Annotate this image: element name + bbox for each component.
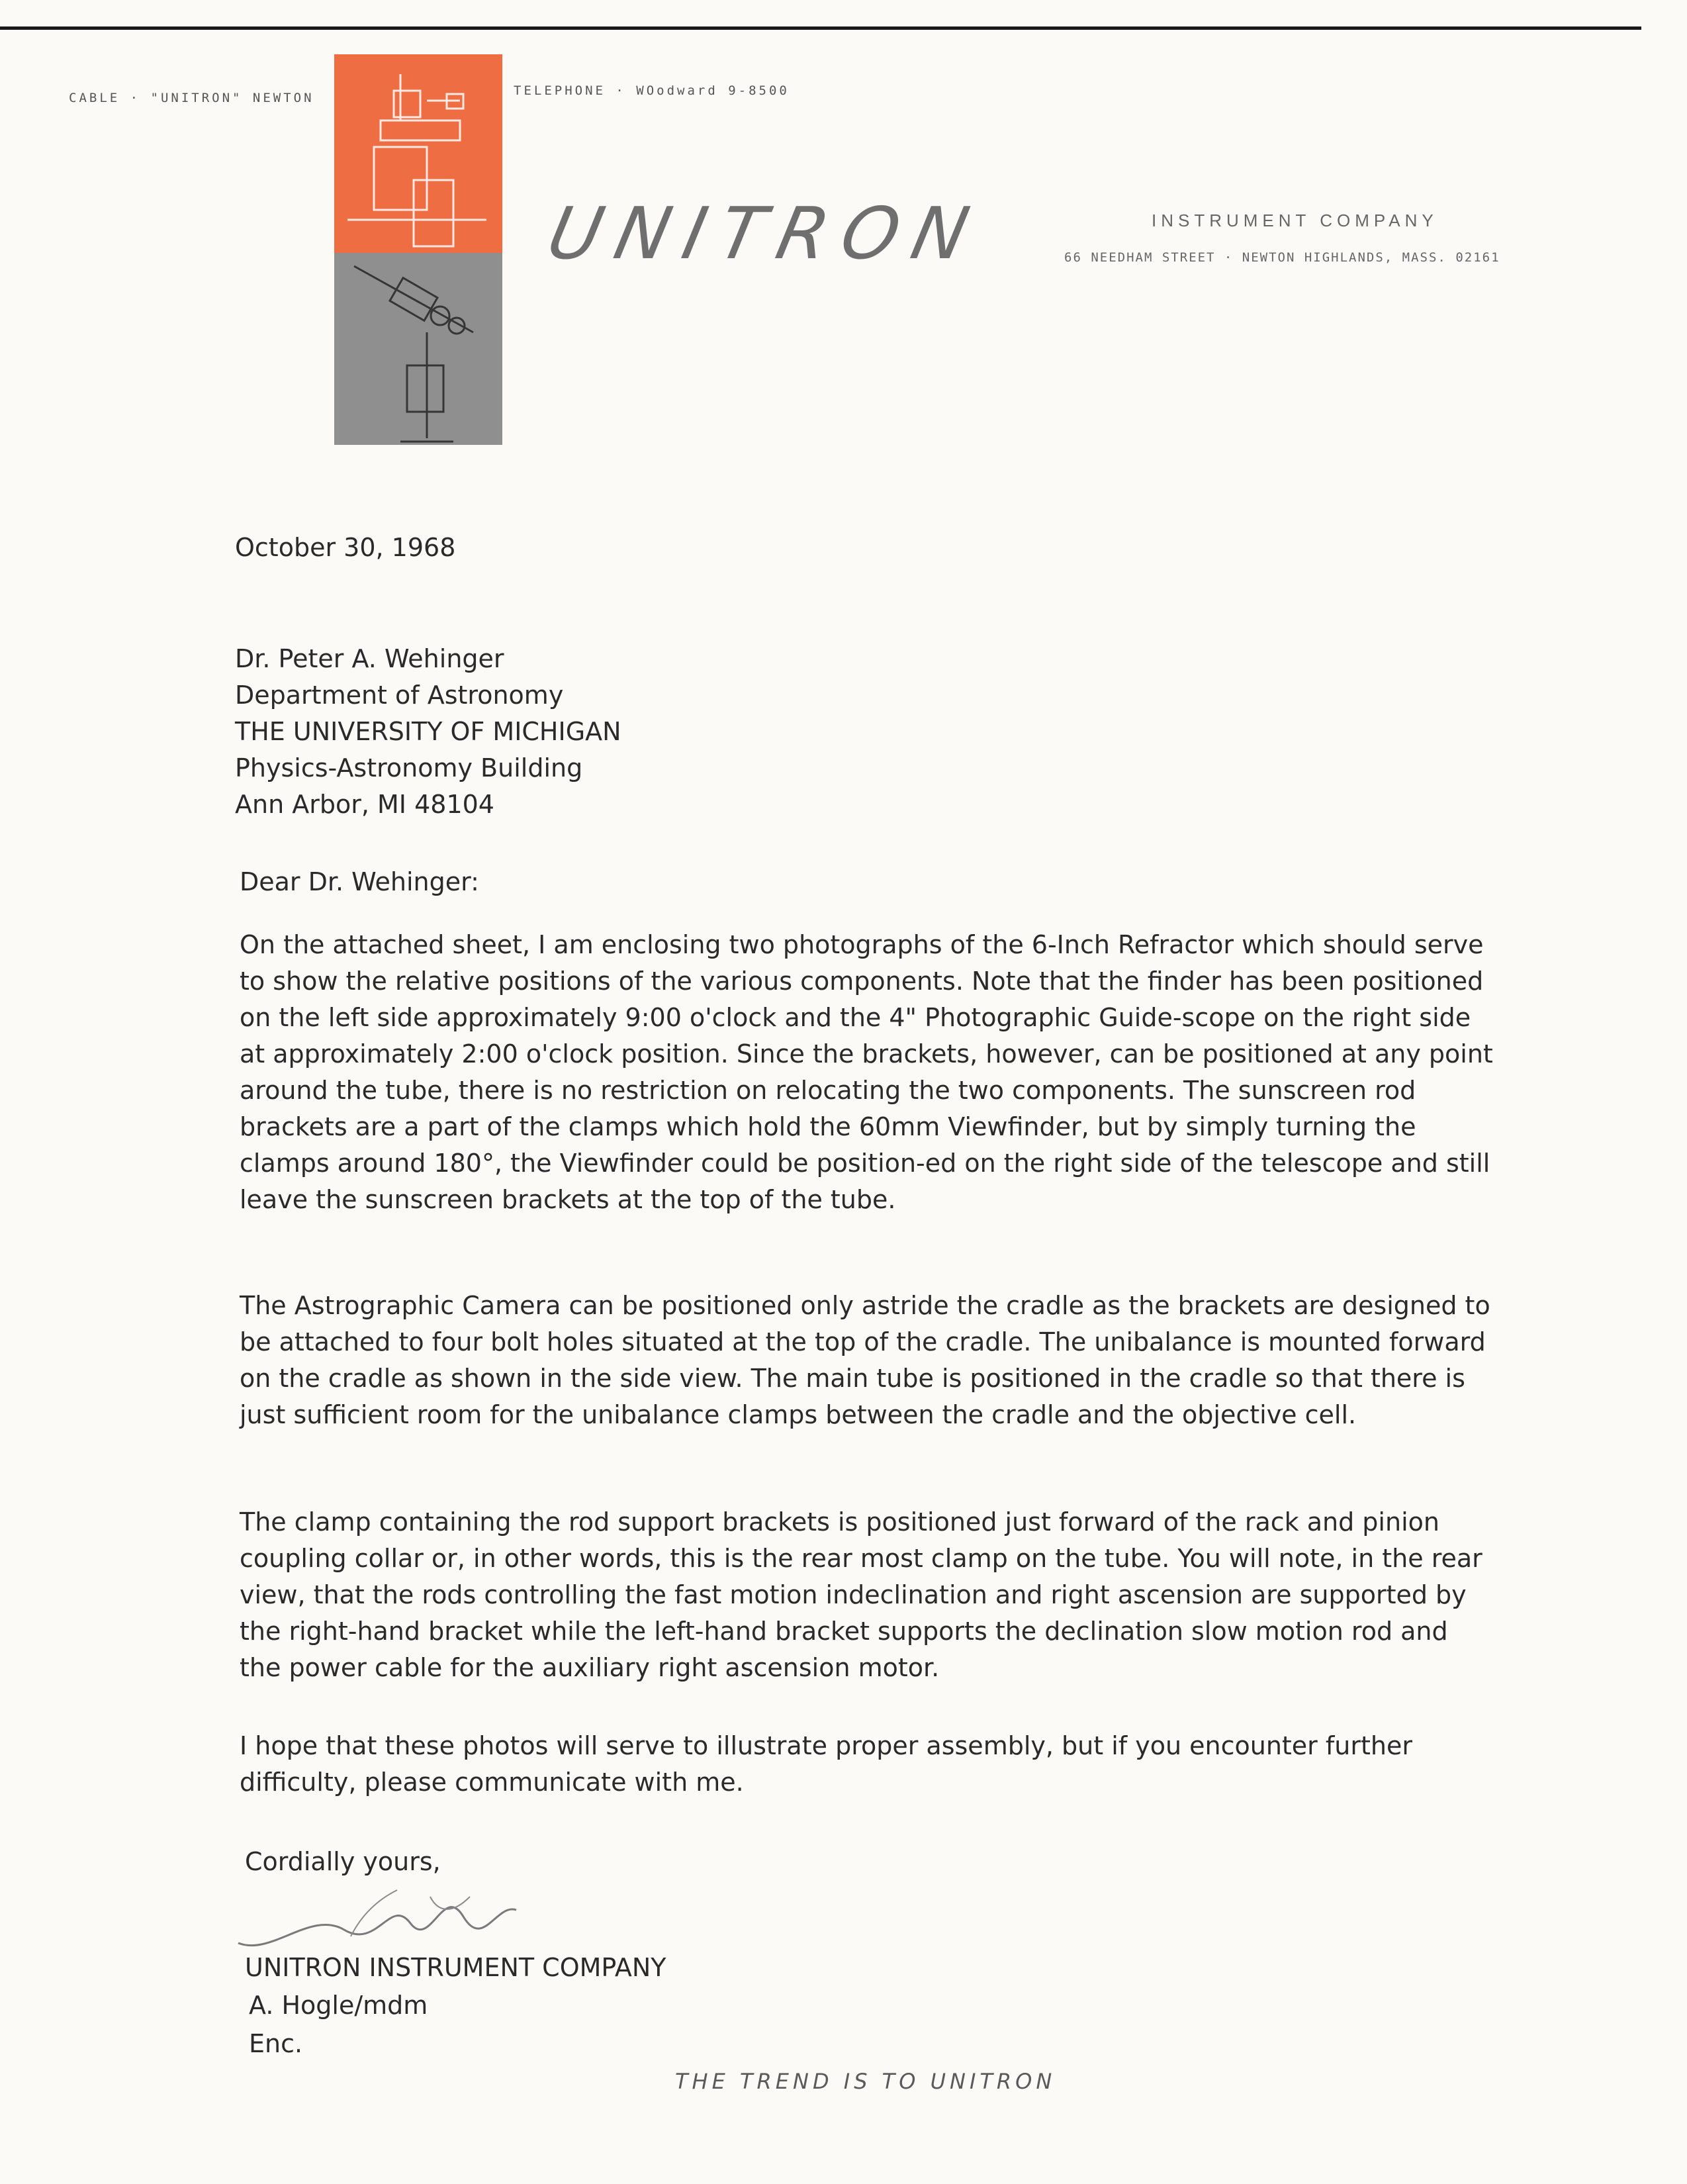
brand-logotype: UNITRON — [540, 193, 990, 275]
recipient-line: Dr. Peter A. Wehinger — [235, 644, 504, 673]
company-name: INSTRUMENT COMPANY — [1152, 211, 1438, 230]
letter-date: October 30, 1968 — [235, 533, 456, 562]
top-rule — [0, 26, 1641, 30]
body-paragraph: I hope that these photos will serve to illustrate proper assembly, but if you encounter further difficulty, please communicate with me. — [240, 1731, 1412, 1797]
company-address: 66 NEEDHAM STREET · NEWTON HIGHLANDS, MASS. 02161 — [1064, 250, 1500, 265]
enclosure-note: Enc. — [249, 2029, 303, 2058]
telephone-number: TELEPHONE · WOodward 9-8500 — [514, 83, 790, 98]
recipient-line: THE UNIVERSITY OF MICHIGAN — [235, 717, 621, 746]
recipient-line: Physics-Astronomy Building — [235, 753, 583, 783]
cable-address: CABLE · "UNITRON" NEWTON — [69, 91, 314, 105]
salutation: Dear Dr. Wehinger: — [240, 867, 479, 896]
footer-slogan: THE TREND IS TO UNITRON — [675, 2069, 1056, 2094]
body-paragraph: The Astrographic Camera can be positioned only astride the cradle as the brackets are designed to be attached to four bolt holes situated at the top of the cradle. The unibalance is mounted forward on the cradle as shown in the side view. The main tube is positioned in the cradle so that there is just sufficient room for the unibalance clamps between the cradle and the objective cell. — [240, 1291, 1490, 1429]
telescope-logo-image — [334, 54, 502, 445]
signer-company: UNITRON INSTRUMENT COMPANY — [245, 1953, 666, 1982]
recipient-line: Department of Astronomy — [235, 681, 564, 710]
closing: Cordially yours, — [245, 1847, 441, 1876]
signer-initials: A. Hogle/mdm — [249, 1991, 428, 2020]
telescope-illustration-icon — [334, 54, 502, 445]
body-paragraph: The clamp containing the rod support brackets is positioned just forward of the rack and pinion coupling collar or, in other words, this is the rear most clamp on the tube. You will note, in the rear view, that the rods controlling the fast motion indeclination and right ascension are supported by the right-hand bracket while the left-hand bracket supports the declination slow motion rod and the power cable for the auxiliary right ascension motor. — [240, 1507, 1482, 1682]
recipient-line: Ann Arbor, MI 48104 — [235, 790, 494, 819]
body-paragraph: On the attached sheet, I am enclosing two photographs of the 6-Inch Refractor which should serve to show the relative positions of the various components. Note that the finder has been positioned on the left side approximately 9:00 o'clock and the 4" Photographic Guide-scope on the right side at approximately 2:00 o'clock position. Since the brackets, however, can be positioned at any point around the tube, there is no restriction on relocating the two components. The sunscreen rod brackets are a part of the clamps which hold the 60mm Viewfinder, but by simply turning the clamps around 180°, the Viewfinder could be position-ed on the right side of the telescope and still leave the sunscreen brackets at the top of the tube. — [240, 930, 1493, 1214]
